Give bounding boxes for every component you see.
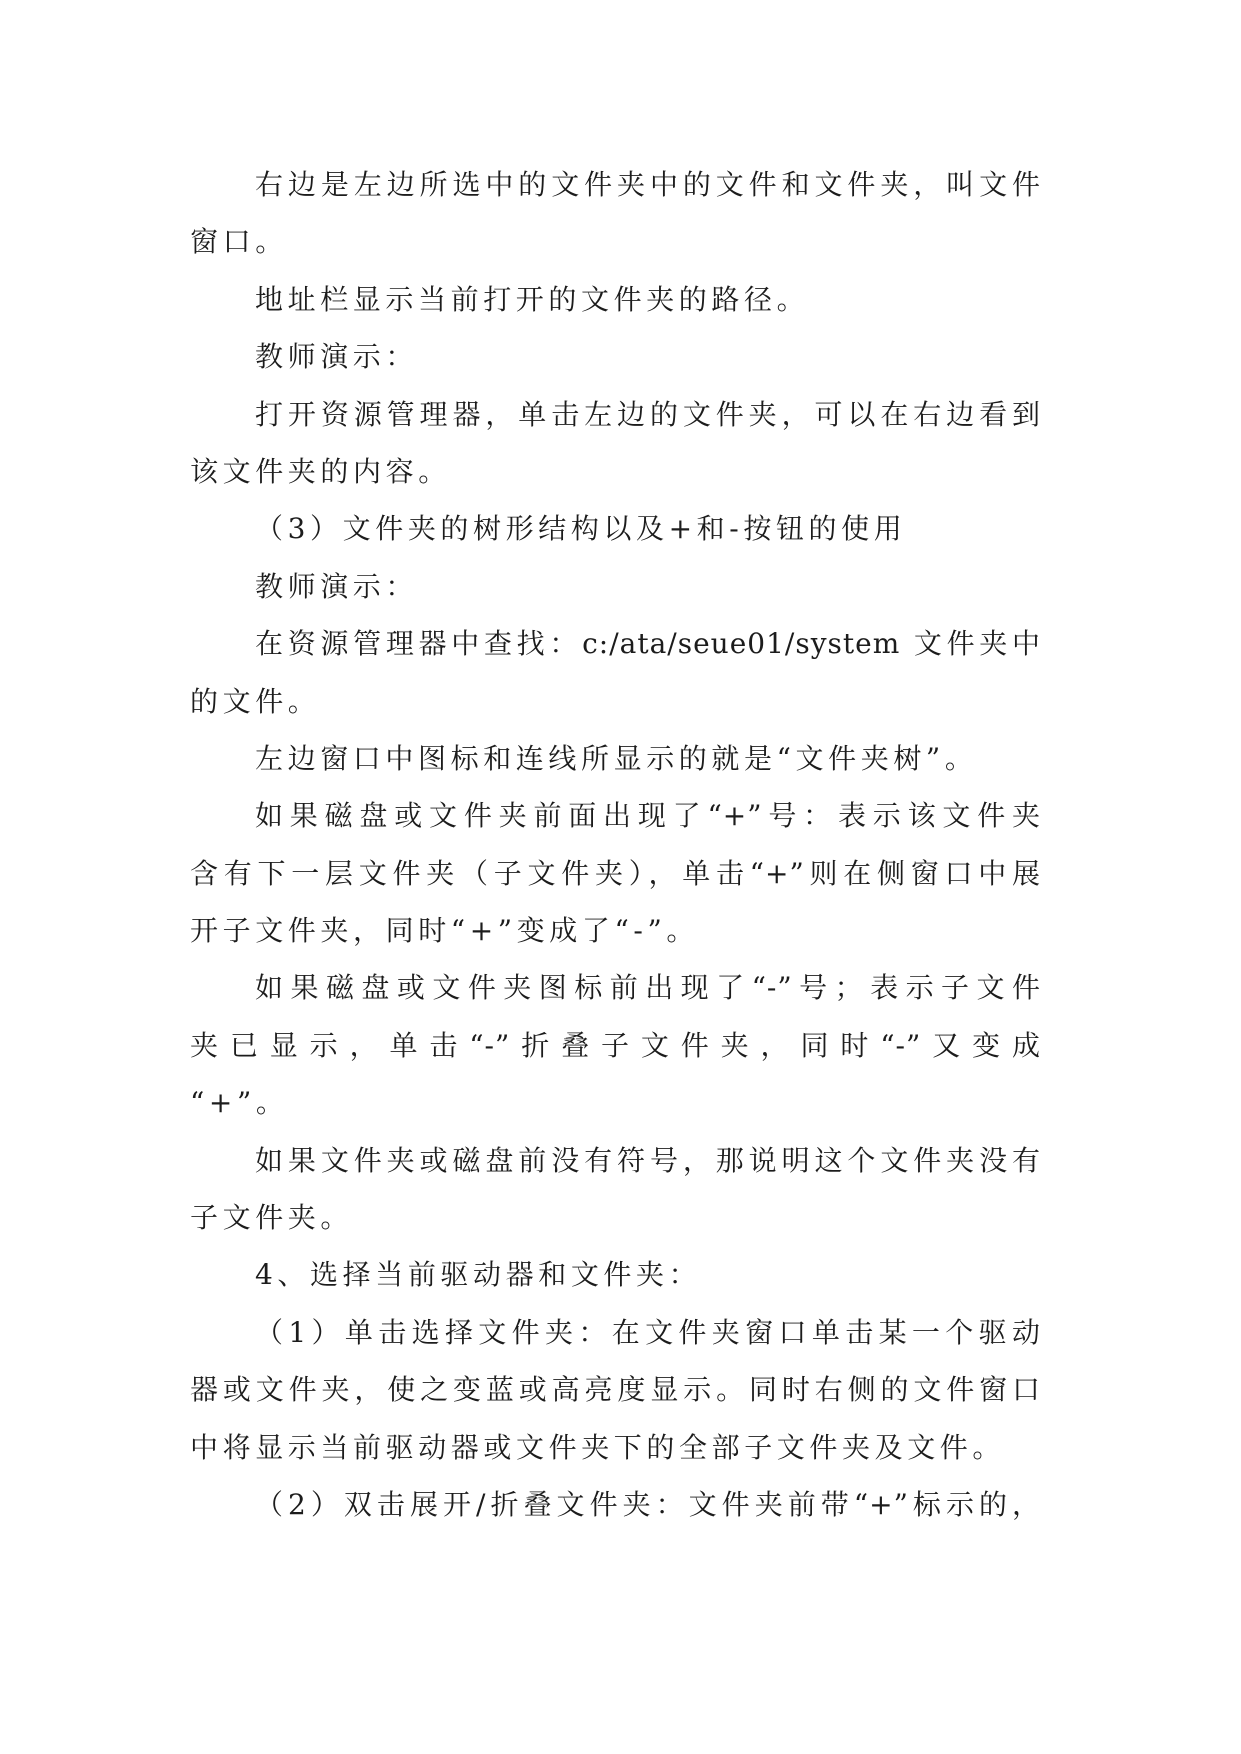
- paragraph: [190, 328, 1041, 385]
- paragraph: [190, 386, 1041, 501]
- paragraph: [190, 787, 1041, 959]
- text-line: （2）双击展开/折叠文件夹：文件夹前带“+”标示的，: [255, 1487, 1041, 1521]
- text-line: 在资源管理器中查找：c:/ata/seue01/system 文件夹中: [255, 627, 1041, 661]
- text-line: 如果磁盘或文件夹图标前出现了“-”号；表示子文件: [255, 971, 1041, 1005]
- text-line: 该文件夹的内容。: [190, 454, 451, 488]
- text-line: 的文件。: [190, 684, 321, 718]
- text-line: （3）文件夹的树形结构以及+和-按钮的使用: [255, 512, 907, 546]
- section-heading: [190, 500, 1041, 557]
- text-line: 窗口。: [190, 225, 288, 259]
- document-body: [190, 156, 1041, 1533]
- text-line: 开子文件夹，同时“+”变成了“-”。: [190, 914, 699, 948]
- paragraph: [190, 615, 1041, 730]
- text-line: 打开资源管理器，单击左边的文件夹，可以在右边看到: [255, 397, 1041, 431]
- paragraph: [190, 156, 1041, 271]
- text-line: （1）单击选择文件夹：在文件夹窗口单击某一个驱动: [255, 1315, 1041, 1349]
- text-line: “+”。: [190, 1086, 289, 1120]
- text-line: 教师演示：: [255, 569, 419, 603]
- text-line: 中将显示当前驱动器或文件夹下的全部子文件夹及文件。: [190, 1430, 1006, 1464]
- paragraph: [190, 959, 1041, 1131]
- text-line: 夹已显示，单击“-”折叠子文件夹，同时“-”又变成: [190, 1028, 1041, 1062]
- text-line: 器或文件夹，使之变蓝或高亮度显示。同时右侧的文件窗口: [190, 1373, 1041, 1407]
- text-line: 4、选择当前驱动器和文件夹：: [255, 1258, 702, 1292]
- text-line: 如果文件夹或磁盘前没有符号，那说明这个文件夹没有: [255, 1143, 1041, 1177]
- paragraph: [190, 730, 1041, 787]
- text-line: 如果磁盘或文件夹前面出现了“+”号：表示该文件夹: [255, 799, 1041, 833]
- paragraph: [190, 1304, 1041, 1476]
- text-line: 地址栏显示当前打开的文件夹的路径。: [255, 282, 810, 316]
- section-heading: [190, 1246, 1041, 1303]
- text-line: 教师演示：: [255, 340, 419, 374]
- paragraph: [190, 558, 1041, 615]
- text-line: 含有下一层文件夹（子文件夹），单击“+”则在侧窗口中展: [190, 856, 1041, 890]
- paragraph: [190, 271, 1041, 328]
- paragraph: [190, 1476, 1041, 1533]
- text-line: 子文件夹。: [190, 1201, 354, 1235]
- text-line: 右边是左边所选中的文件夹中的文件和文件夹，叫文件: [255, 168, 1041, 201]
- paragraph: [190, 1132, 1041, 1247]
- text-line: 左边窗口中图标和连线所显示的就是“文件夹树”。: [255, 741, 978, 775]
